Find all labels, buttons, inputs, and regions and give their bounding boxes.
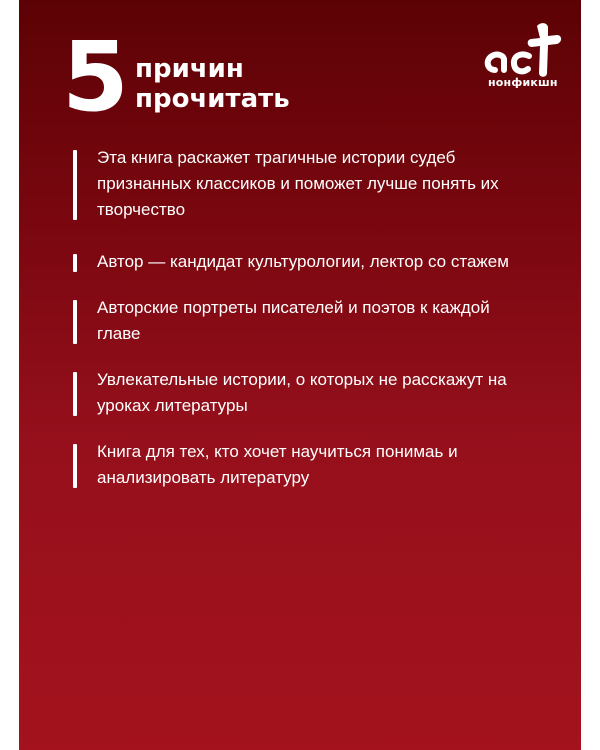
list-item bbox=[73, 439, 533, 491]
bullet-bar bbox=[73, 372, 77, 416]
reason-text: Авторские портреты писателей и поэтов к каждой главе bbox=[97, 298, 490, 343]
promo-card bbox=[19, 0, 581, 750]
list-item bbox=[73, 145, 533, 223]
reason-text: Увлекательные истории, о которых не расскажут на уроках литературы bbox=[97, 370, 507, 415]
list-item bbox=[73, 295, 533, 347]
bullet-bar bbox=[73, 150, 77, 220]
logo-subtitle: нонфикшн bbox=[488, 76, 558, 89]
bullet-bar bbox=[73, 444, 77, 488]
reason-text: Эта книга раскажет трагичные истории судеб признанных классиков и поможет лучше понять их творчество bbox=[97, 148, 499, 219]
headline-line-2: прочитать bbox=[135, 84, 290, 114]
list-item bbox=[73, 249, 533, 275]
list-item bbox=[73, 367, 533, 419]
reason-text: Книга для тех, кто хочет научиться понимаь и анализировать литературу bbox=[97, 442, 458, 487]
headline-line-1: причин bbox=[135, 54, 244, 84]
reasons-count: 5 bbox=[62, 21, 127, 133]
headline bbox=[135, 54, 290, 114]
bullet-bar bbox=[73, 254, 77, 272]
reason-text: Автор — кандидат культурологии, лектор со стажем bbox=[97, 252, 509, 271]
bullet-bar bbox=[73, 300, 77, 344]
reasons-list bbox=[73, 145, 533, 491]
